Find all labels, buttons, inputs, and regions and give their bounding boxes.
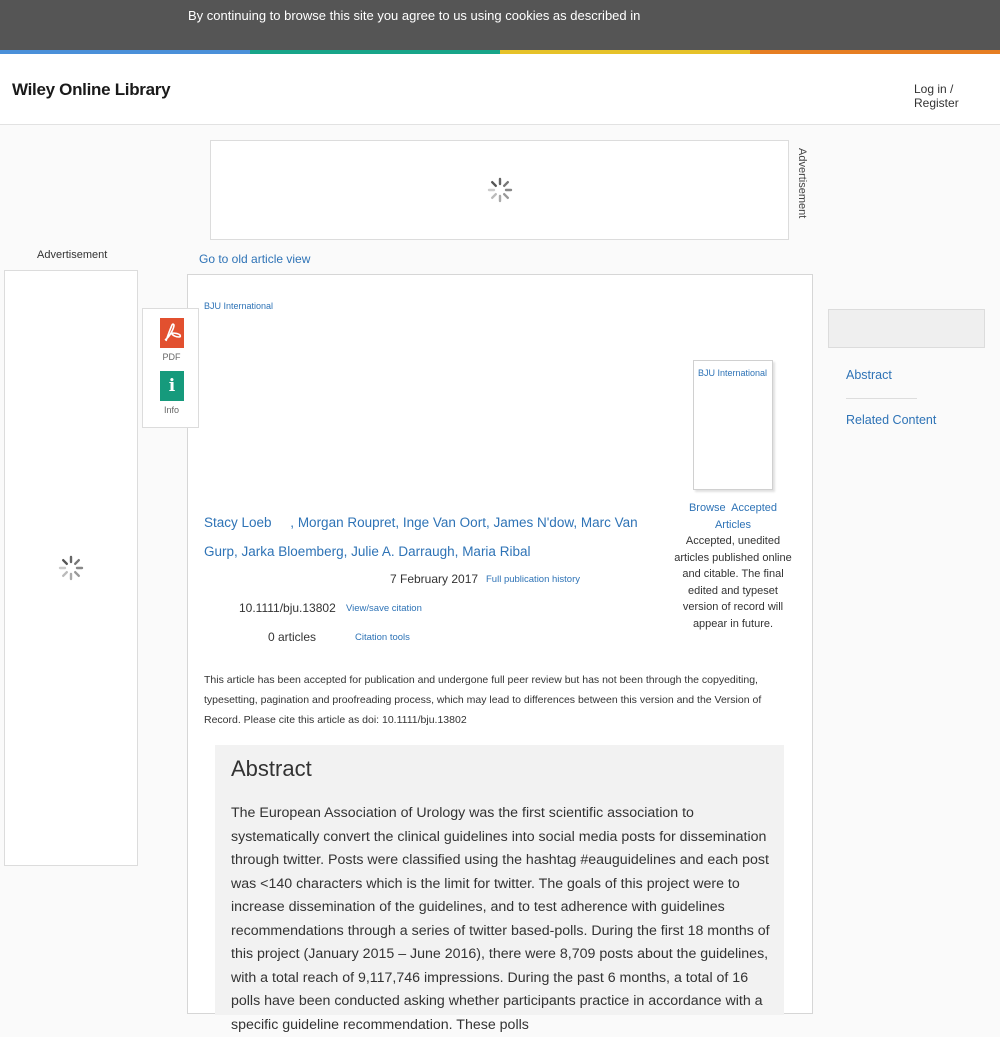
info-icon[interactable] [160,371,184,401]
pdf-label: PDF [162,352,181,362]
author-link[interactable]: Maria Ribal [462,544,531,559]
browse-link[interactable]: Browse [688,502,726,514]
journal-cover[interactable] [693,360,773,490]
author-link[interactable]: Marc Van Gurp [204,515,638,559]
citation-tools-link[interactable]: Citation tools [355,632,410,643]
abstract-heading: Abstract [231,756,312,781]
author-link[interactable]: James N'dow [493,515,574,530]
doi-text: 10.1111/bju.13802 [239,601,336,615]
loading-spinner-icon [486,176,514,204]
author-link[interactable]: Morgan Roupret [297,515,396,530]
view-save-citation-link[interactable]: View/save citation [346,603,422,614]
nav-divider [846,398,917,399]
author-link[interactable]: Julie A. Darraugh [351,544,455,559]
cookie-banner [0,0,1000,54]
author-separator: , [271,515,298,530]
nav-abstract-link[interactable]: Abstract [846,368,892,382]
publication-history-link[interactable]: Full publication history [486,574,580,585]
publication-date: 7 February 2017 [390,572,479,586]
info-label: Info [163,405,179,415]
author-separator: , [343,544,352,559]
old-article-view-link[interactable]: Go to old article view [199,252,311,266]
left-advertisement-label: Advertisement [37,249,108,261]
author-list [204,508,674,566]
accepted-articles-link[interactable]: Accepted Articles [714,502,778,531]
login-register-link[interactable]: Log in / Register [914,82,959,110]
right-panel-placeholder [828,309,985,348]
accepted-article-notice: This article has been accepted for publication and undergone full peer review but has not been through the copyediting, typesetting, pagination and proofreading process, which may lead to differences between this version and the Version of Record. Please cite this article as doi: 10.1111/bju.13802 [204,674,762,726]
top-advertisement-label: Advertisement [796,148,808,219]
author-separator: , [573,515,581,530]
nav-related-content-link[interactable]: Related Content [846,413,937,427]
citing-articles-count: 0 articles [268,630,317,644]
loading-spinner-icon [57,554,85,582]
article-toolbox [142,308,199,428]
author-separator: , [485,515,494,530]
journal-cover-title: BJU International [698,368,768,378]
info-glyph: i [168,376,176,396]
abstract-section [215,745,784,1033]
author-link[interactable]: Stacy Loeb [204,515,272,530]
pdf-icon[interactable] [160,318,184,348]
accepted-articles-description: Accepted, unedited articles published online and citable. The final edited and typeset version of record will appear in future. [674,535,792,630]
author-link[interactable]: Jarka Bloemberg [241,544,344,559]
author-separator: , [454,544,463,559]
accepted-articles-info [672,500,794,632]
cookie-banner-text: By continuing to browse this site you agree to us using cookies as described in [188,8,641,23]
site-logo[interactable]: Wiley Online Library [12,80,171,99]
author-link[interactable]: Inge Van Oort [402,515,486,530]
author-separator: , [234,544,242,559]
site-header [0,54,1000,125]
author-separator: , [395,515,403,530]
abstract-body: The European Association of Urology was the first scientific association to systematically convert the clinical guidelines into social media posts for dissemination through twitter. Posts were classified using the hashtag #eauguidelines and each post was <140 characters which is the limit for twitter. The goals of this project were to increase dissemination of the guidelines, and to test adherence with guidelines recommendations through a series of twitter based-polls. During the first 18 months of this project (January 2015 – June 2016), there were 8,709 posts about the guidelines, with a total reach of 9,117,746 impressions. During the past 6 months, a total of 16 polls have been conducted asking whether participants practice in accordance with a specific guideline recommendation. These polls [231,805,770,1033]
journal-name-link[interactable]: BJU International [204,301,274,311]
